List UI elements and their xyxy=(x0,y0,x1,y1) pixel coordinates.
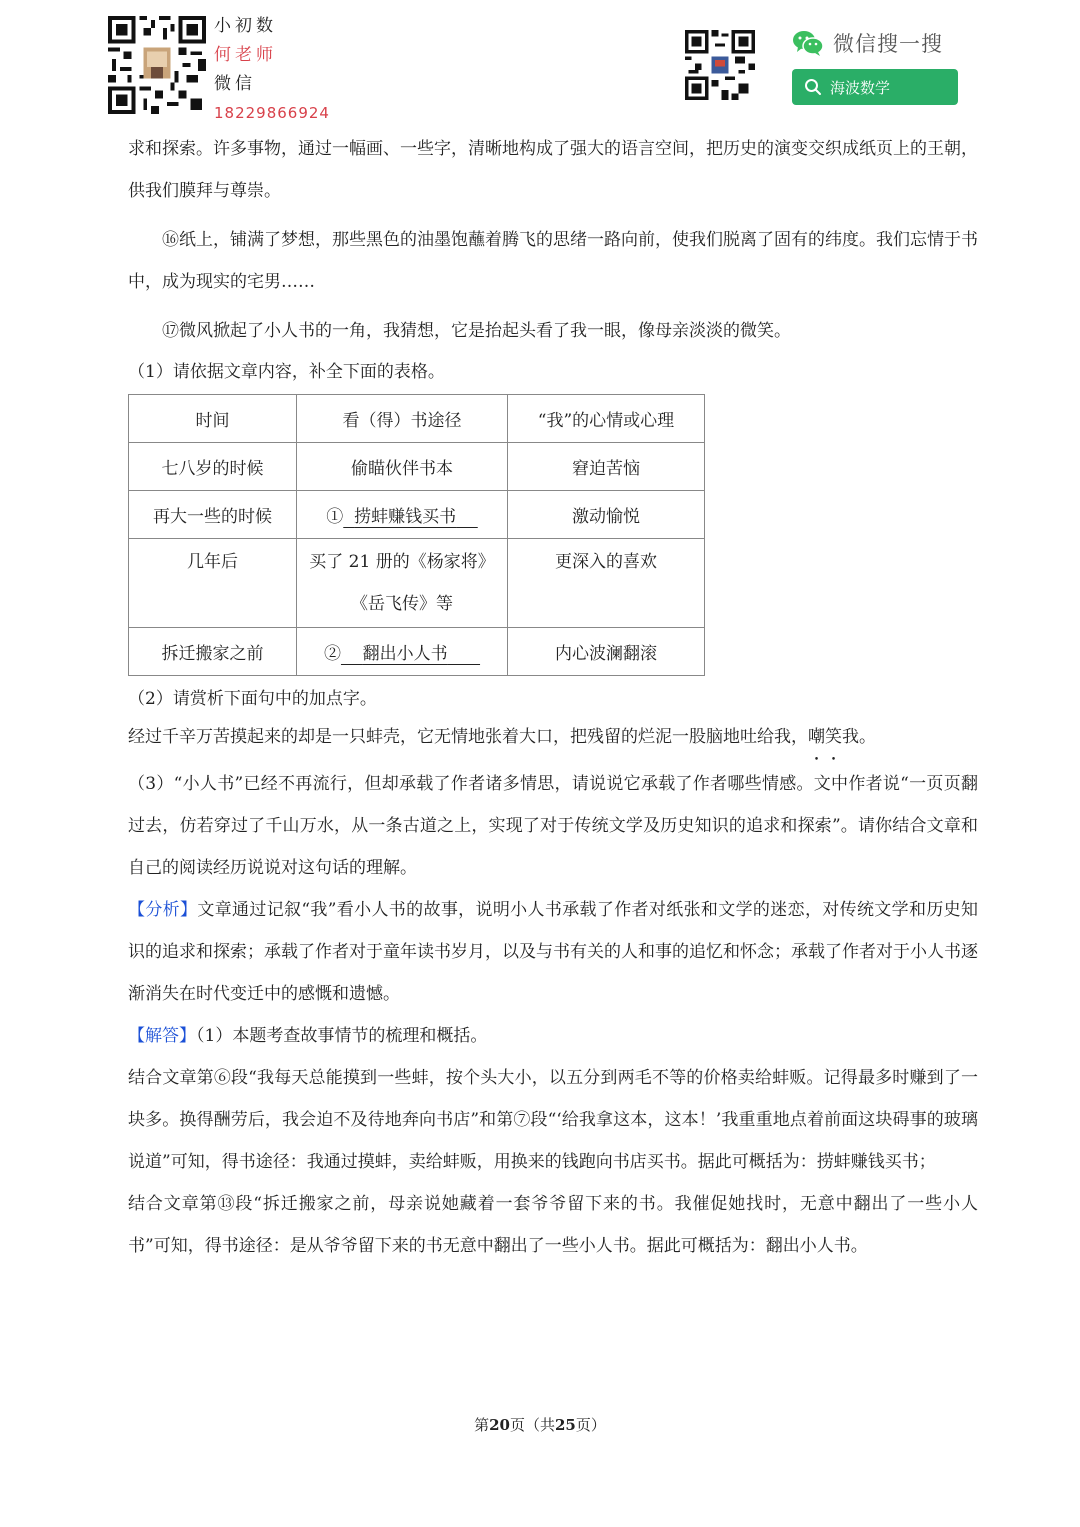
table-row xyxy=(129,628,705,676)
wechat-search-label: 微信搜一搜 xyxy=(833,32,943,56)
table-header-cell: 看（得）书途径 xyxy=(297,395,508,443)
table-cell: 内心波澜翻滚 xyxy=(508,628,705,676)
table-cell: 七八岁的时候 xyxy=(129,443,297,491)
page-total: 25 xyxy=(555,1416,576,1434)
search-icon xyxy=(804,78,822,96)
answer-paragraph-1: 结合文章第⑥段“我每天总能摸到一些蚌，按个头大小，以五分到两毛不等的价格卖给蚌贩。记得最多时赚到了一块多。换得酬劳后，我会迫不及待地奔向书店”和第⑦段“‘给我拿这本，这本！’我重重地点着前面这块碍事的玻璃说道”可知，得书途径：我通过摸蚌，卖给蚌贩，用换来的钱跑向书店买书。据此可概括为：捞蚌赚钱买书； xyxy=(128,1068,978,1172)
wechat-logo-icon xyxy=(792,29,824,57)
table-cell: 买了 21 册的《杨家将》《岳飞传》等 xyxy=(297,539,508,628)
blank-number: ① xyxy=(326,507,344,527)
question-2: （2）请赏析下面句中的加点字。 xyxy=(128,689,377,709)
analysis-tag: 【分析】 xyxy=(128,900,198,920)
table-cell: 拆迁搬家之前 xyxy=(129,628,297,676)
document-body xyxy=(128,128,978,1267)
table-cell xyxy=(297,628,508,676)
answer-table xyxy=(128,394,705,676)
qr-code-teacher xyxy=(108,16,206,114)
table-cell: 偷瞄伙伴书本 xyxy=(297,443,508,491)
answer-intro: 【解答】（1）本题考查故事情节的梳理和概括。 xyxy=(128,1026,488,1046)
page-number: 20 xyxy=(489,1416,510,1434)
question-1: （1）请依据文章内容，补全下面的表格。 xyxy=(128,362,445,382)
table-row xyxy=(129,443,705,491)
stamp-line2: 何老师 xyxy=(214,45,277,65)
paragraph-16: ⑯纸上，铺满了梦想，那些黑色的油墨饱蘸着腾飞的思绪一路向前，使我们脱离了固有的纬度。我们忘情于书中，成为现实的宅男…… xyxy=(128,230,978,292)
analysis: 【分析】文章通过记叙“我”看小人书的故事，说明小人书承载了作者对纸张和文学的迷恋，对传统文学和历史知识的追求和探索；承载了作者对于童年读书岁月，以及与书有关的人和事的追忆和怀念；承载了作者对于小人书逐渐消失在时代变迁中的感慨和遗憾。 xyxy=(128,900,978,1004)
table-row xyxy=(129,539,705,628)
table-cell: 几年后 xyxy=(129,539,297,628)
table-cell xyxy=(297,491,508,539)
filled-answer: 捞蚌赚钱买书 xyxy=(354,507,457,527)
filled-answer: 翻出小人书 xyxy=(362,644,448,664)
answer-tag: 【解答】 xyxy=(128,1026,196,1046)
table-header-cell: “我”的心情或心理 xyxy=(508,395,705,443)
paragraph-continued: 求和探索。许多事物，通过一幅画、一些字，清晰地构成了强大的语言空间，把历史的演变交织成纸页上的王朝，供我们膜拜与尊崇。 xyxy=(128,139,978,201)
table-cell: 更深入的喜欢 xyxy=(508,539,705,628)
blank-number: ② xyxy=(323,644,341,664)
stamp-phone: 18229866924 xyxy=(214,104,330,122)
table-cell: 窘迫苦恼 xyxy=(508,443,705,491)
teacher-stamp xyxy=(214,12,344,128)
paragraph-17: ⑰微风掀起了小人书的一角，我猜想，它是抬起头看了我一眼，像母亲淡淡的微笑。 xyxy=(162,321,791,341)
page-footer: 第20页（共25页） xyxy=(474,1416,606,1434)
dotted-char: 嘲 xyxy=(808,727,825,747)
qr-code-wechat xyxy=(685,30,755,100)
dotted-char: 笑 xyxy=(825,727,842,747)
table-cell: 再大一些的时候 xyxy=(129,491,297,539)
question-3: （3）“小人书”已经不再流行，但却承载了作者诸多情思，请说说它承载了作者哪些情感。文中作者说“一页页翻过去，仿若穿过了千山万水，从一条古道之上，实现了对于传统文学及历史知识的追求和探索”。请你结合文章和自己的阅读经历说说对这句话的理解。 xyxy=(128,774,978,878)
table-header-cell: 时间 xyxy=(129,395,297,443)
answer-paragraph-2: 结合文章第⑬段“拆迁搬家之前，母亲说她藏着一套爷爷留下来的书。我催促她找时，无意中翻出了一些小人书”可知，得书途径：是从爷爷留下来的书无意中翻出了一些小人书。据此可概括为：翻出小人书。 xyxy=(128,1194,978,1256)
search-term: 海波数学 xyxy=(830,78,891,97)
stamp-line3: 微信 xyxy=(214,74,256,94)
stamp-line1: 小初数 xyxy=(214,16,277,36)
question-2-sentence: 经过千辛万苦摸起来的却是一只蚌壳，它无情地张着大口，把残留的烂泥一股脑地吐给我，嘲笑我。 xyxy=(128,727,876,747)
table-header-row xyxy=(129,395,705,443)
wechat-search-button[interactable] xyxy=(792,69,958,105)
table-cell: 激动愉悦 xyxy=(508,491,705,539)
table-row xyxy=(129,491,705,539)
wechat-search-badge xyxy=(792,26,962,105)
